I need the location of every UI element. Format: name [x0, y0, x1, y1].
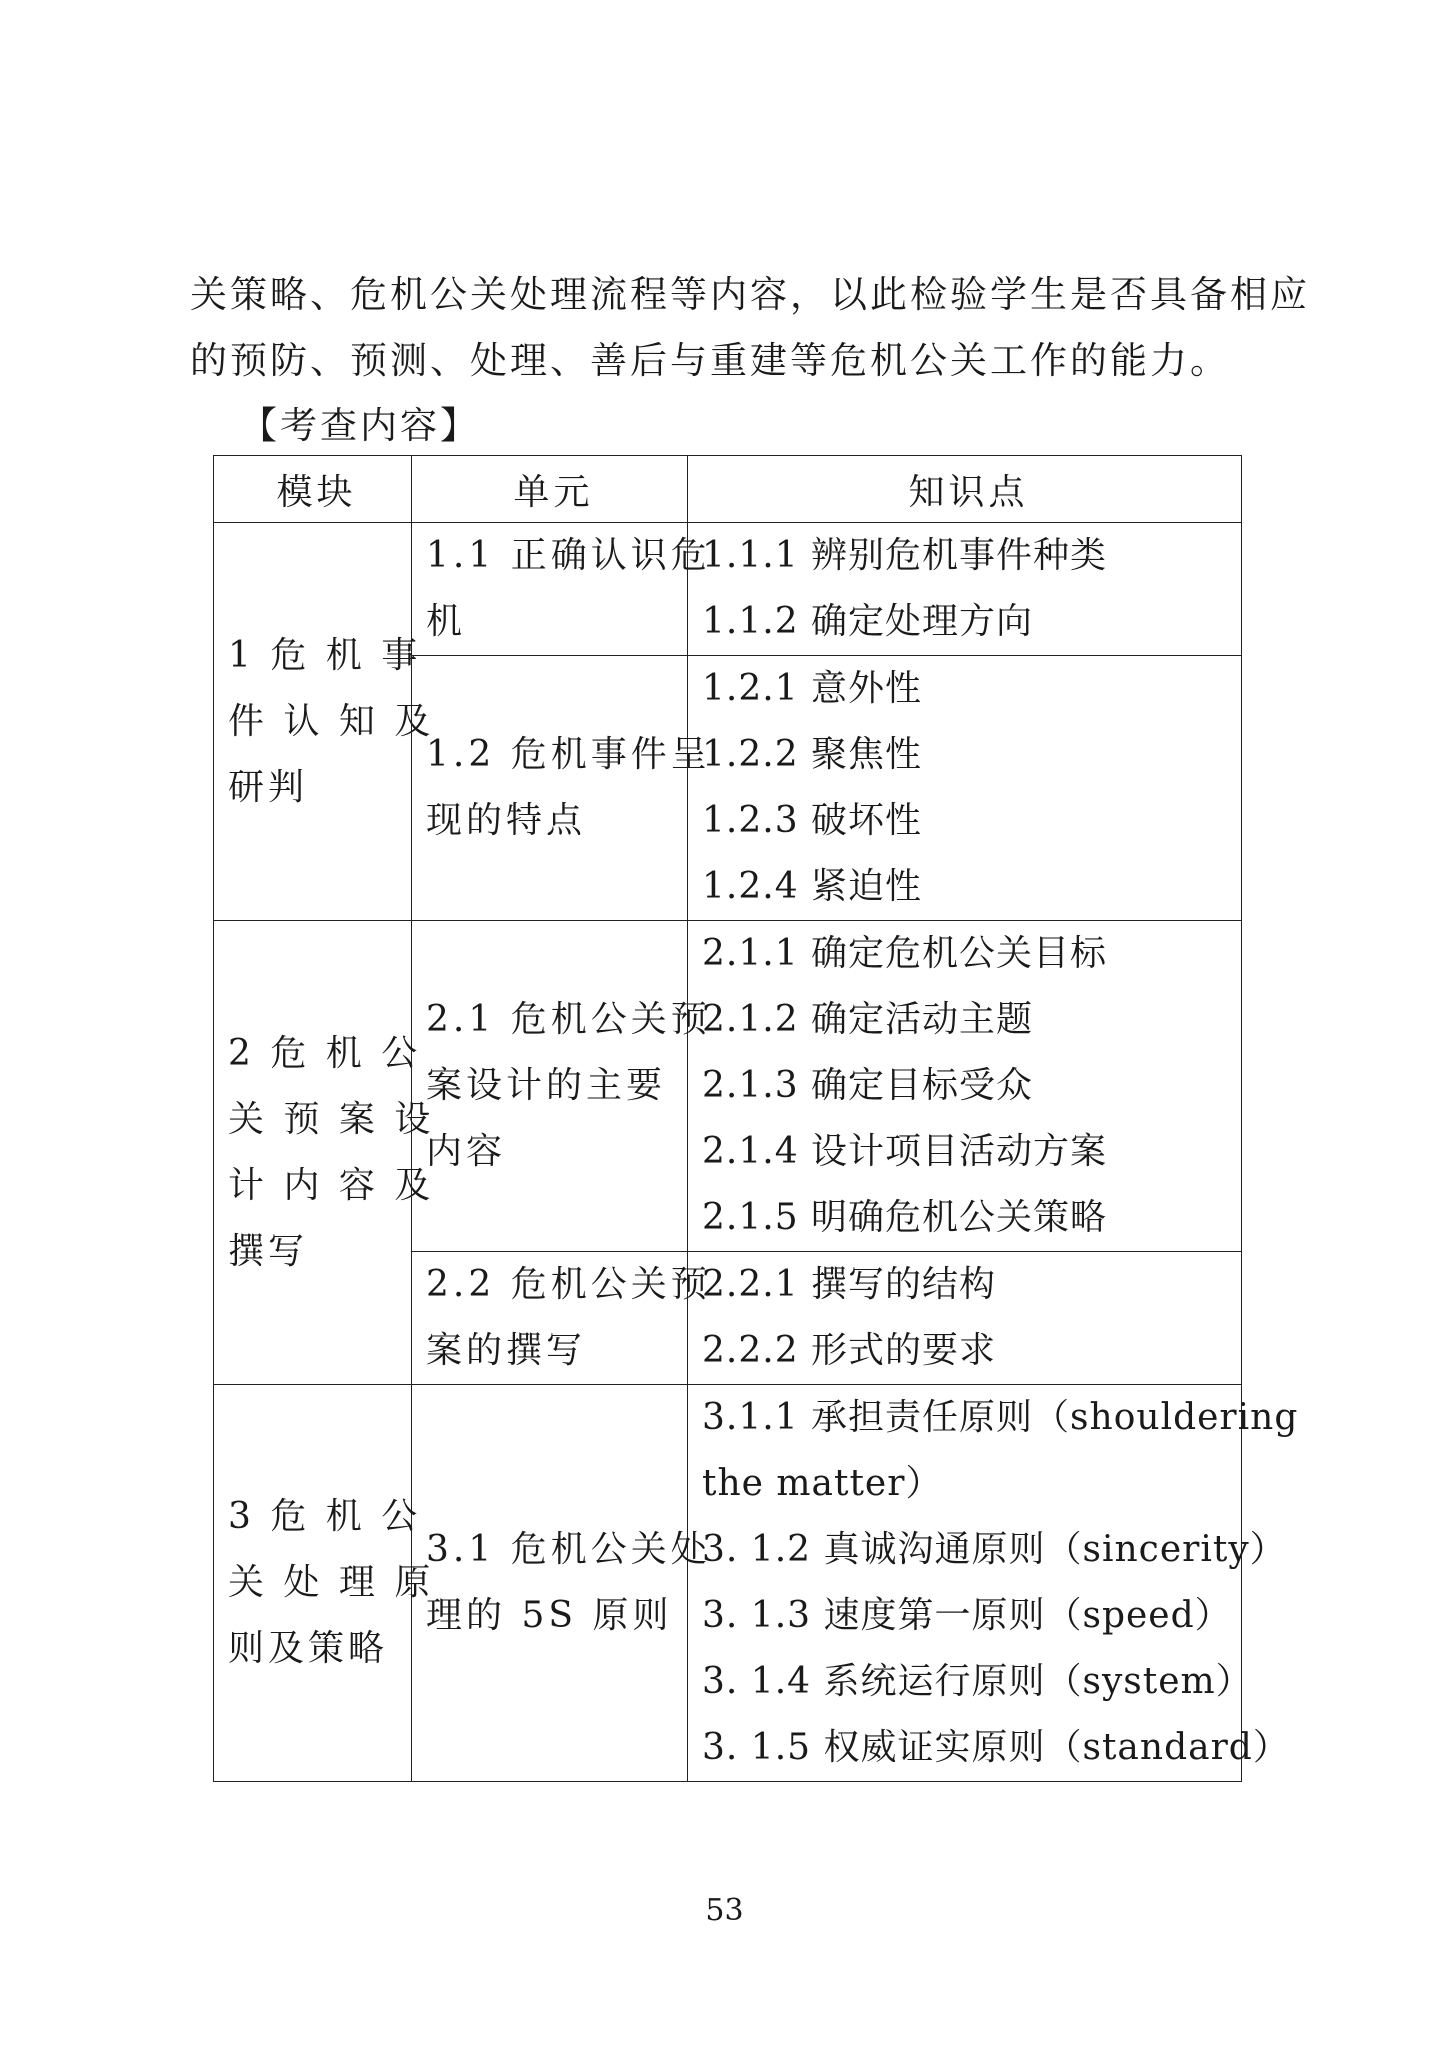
knowledge-cell	[688, 523, 1242, 656]
knowledge-point: the matter）	[702, 1463, 943, 1504]
unit-line: 3.1 危机公关处	[426, 1529, 711, 1570]
module-line: 研判	[228, 766, 309, 808]
unit-cell	[412, 656, 711, 921]
knowledge-point: 2.2.2 形式的要求	[702, 1330, 997, 1371]
knowledge-point: 2.2.1 撰写的结构	[702, 1264, 997, 1305]
knowledge-cell	[688, 1252, 1242, 1385]
unit-line: 机	[426, 601, 467, 642]
module-line: 则及策略	[228, 1628, 389, 1669]
unit-line: 2.1 危机公关预	[426, 999, 711, 1040]
header-unit: 单元	[412, 456, 688, 523]
knowledge-point: 1.1.2 确定处理方向	[702, 601, 1034, 642]
module-line: 件 认 知 及	[228, 700, 435, 742]
table-row	[214, 523, 1242, 656]
intro-paragraph	[190, 262, 1310, 394]
knowledge-point: 1.2.3 破坏性	[702, 800, 923, 841]
unit-line: 案的撰写	[426, 1330, 587, 1371]
module-line: 撰写	[228, 1230, 309, 1272]
unit-line: 理的 5S 原则	[426, 1595, 673, 1636]
knowledge-point: 3. 1.4 系统运行原则（system）	[702, 1661, 1253, 1702]
unit-cell	[412, 1252, 711, 1385]
module-line: 1 危 机 事	[228, 634, 422, 676]
table-header-row	[214, 456, 1242, 523]
intro-line-1: 关策略、危机公关处理流程等内容，以此检验学生是否具备相应	[190, 273, 1310, 316]
module-cell	[214, 523, 435, 921]
module-cell	[214, 1385, 435, 1782]
unit-line: 1.1 正确认识危	[426, 535, 711, 576]
module-line: 关 预 案 设	[228, 1098, 435, 1140]
knowledge-point: 1.1.1 辨别危机事件种类	[702, 535, 1108, 576]
unit-line: 1.2 危机事件呈	[426, 734, 711, 775]
knowledge-cell	[688, 921, 1242, 1252]
unit-cell	[412, 1385, 711, 1782]
knowledge-point: 2.1.1 确定危机公关目标	[702, 933, 1108, 974]
unit-line: 2.2 危机公关预	[426, 1264, 711, 1305]
module-line: 关 处 理 原	[228, 1562, 435, 1603]
knowledge-point: 3. 1.2 真诚沟通原则（sincerity）	[702, 1529, 1287, 1570]
unit-line: 案设计的主要	[426, 1065, 667, 1106]
module-cell	[214, 921, 435, 1385]
knowledge-point: 1.2.4 紧迫性	[702, 866, 923, 907]
knowledge-point: 2.1.2 确定活动主题	[702, 999, 1034, 1040]
table-row	[214, 1385, 1242, 1782]
module-line: 2 危 机 公	[228, 1032, 422, 1074]
intro-line-2: 的预防、预测、处理、善后与重建等危机公关工作的能力。	[190, 339, 1230, 382]
header-knowledge: 知识点	[688, 456, 1242, 523]
unit-line: 内容	[426, 1131, 507, 1172]
module-line: 3 危 机 公	[228, 1496, 422, 1537]
knowledge-point: 1.2.2 聚焦性	[702, 734, 923, 775]
knowledge-point: 3. 1.3 速度第一原则（speed）	[702, 1595, 1232, 1636]
knowledge-point: 1.2.1 意外性	[702, 668, 923, 709]
knowledge-point: 3.1.1 承担责任原则（shouldering	[702, 1397, 1299, 1438]
page-number: 53	[705, 1893, 744, 1928]
table-row	[214, 921, 1242, 1252]
knowledge-point: 3. 1.5 权威证实原则（standard）	[702, 1727, 1290, 1768]
knowledge-cell	[688, 656, 1242, 921]
unit-cell	[412, 523, 711, 656]
knowledge-point: 2.1.3 确定目标受众	[702, 1065, 1034, 1106]
knowledge-cell	[688, 1385, 1299, 1782]
unit-cell	[412, 921, 711, 1252]
section-heading: 【考查内容】	[240, 404, 480, 447]
unit-line: 现的特点	[426, 800, 587, 841]
knowledge-point: 2.1.5 明确危机公关策略	[702, 1197, 1108, 1238]
module-line: 计 内 容 及	[228, 1164, 435, 1206]
knowledge-point: 2.1.4 设计项目活动方案	[702, 1131, 1108, 1172]
header-module: 模块	[214, 456, 412, 523]
assessment-content-table	[213, 455, 1299, 1782]
